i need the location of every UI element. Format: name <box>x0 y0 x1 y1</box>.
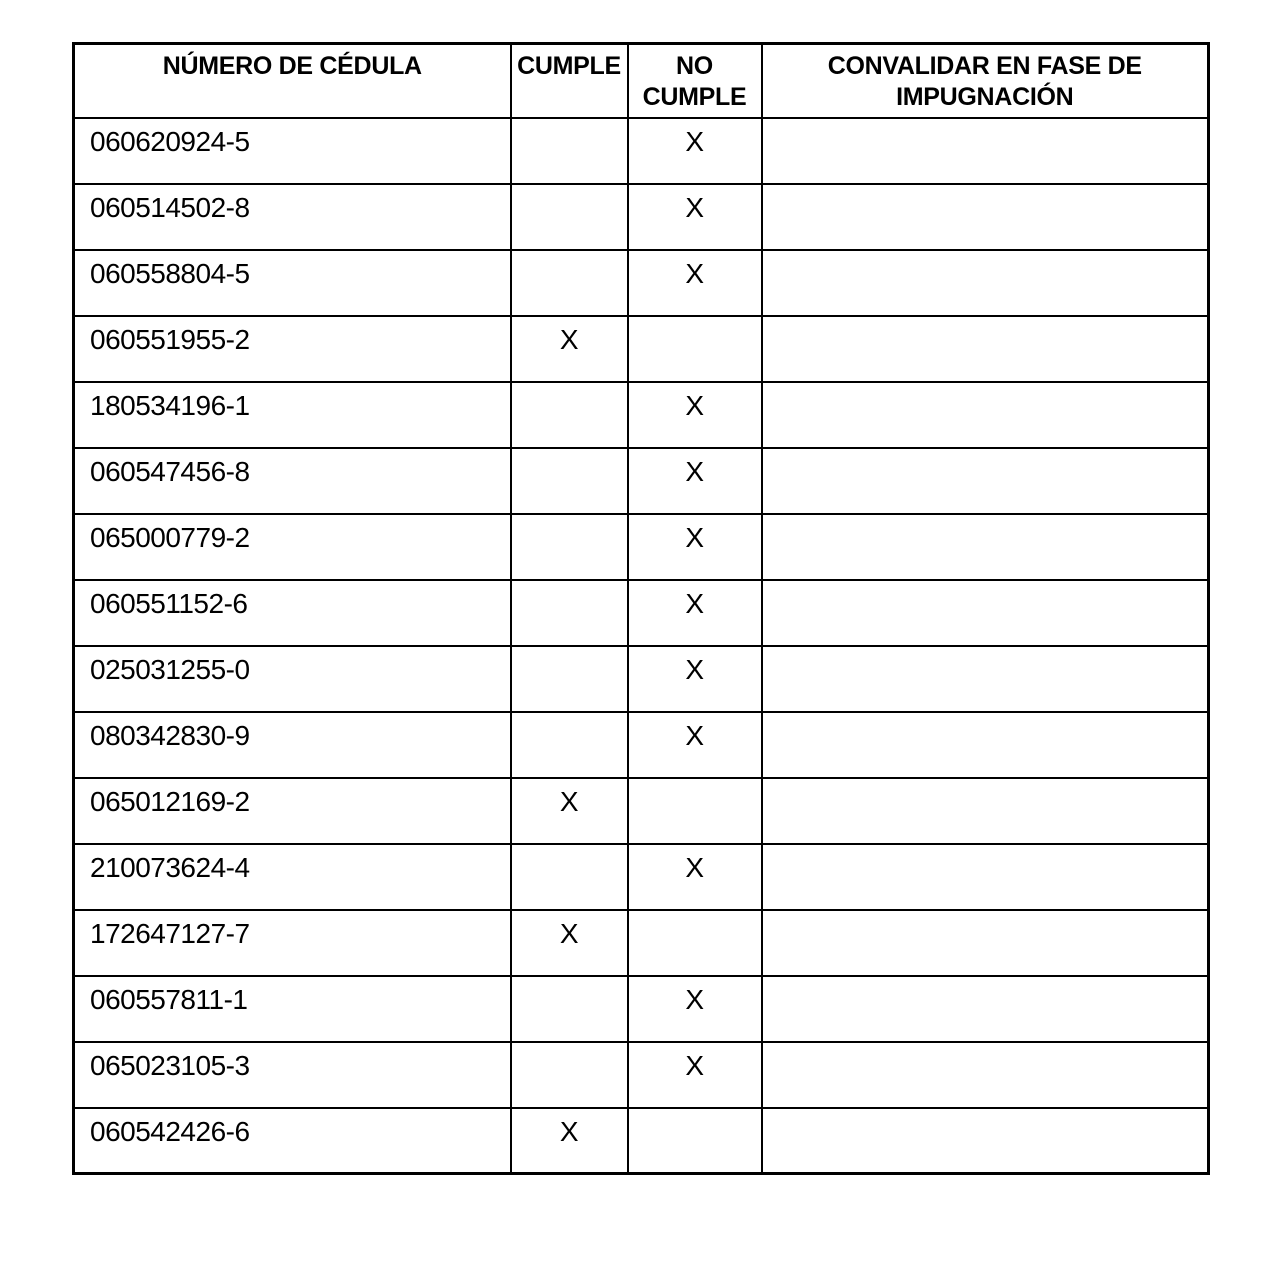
convalidar-cell <box>762 712 1209 778</box>
convalidar-cell <box>762 1042 1209 1108</box>
convalidar-cell <box>762 976 1209 1042</box>
compliance-table <box>72 42 1210 1175</box>
cedula-cell: 065023105-3 <box>74 1042 511 1108</box>
table-row <box>74 910 1209 976</box>
table-row <box>74 646 1209 712</box>
convalidar-cell <box>762 382 1209 448</box>
table-row <box>74 844 1209 910</box>
cumple-cell <box>511 448 628 514</box>
cedula-cell: 180534196-1 <box>74 382 511 448</box>
header-cedula: NÚMERO DE CÉDULA <box>74 44 511 118</box>
convalidar-cell <box>762 910 1209 976</box>
no-cumple-cell: X <box>628 844 762 910</box>
cedula-cell: 060551955-2 <box>74 316 511 382</box>
cedula-cell: 065012169-2 <box>74 778 511 844</box>
table-row <box>74 778 1209 844</box>
convalidar-cell <box>762 580 1209 646</box>
cedula-cell: 025031255-0 <box>74 646 511 712</box>
header-row <box>74 44 1209 118</box>
cedula-cell: 065000779-2 <box>74 514 511 580</box>
table-row <box>74 250 1209 316</box>
cedula-cell: 060558804-5 <box>74 250 511 316</box>
no-cumple-cell <box>628 910 762 976</box>
no-cumple-cell: X <box>628 514 762 580</box>
header-convalidar: CONVALIDAR EN FASE DE IMPUGNACIÓN <box>762 44 1209 118</box>
cumple-cell <box>511 184 628 250</box>
no-cumple-cell: X <box>628 448 762 514</box>
cumple-cell <box>511 646 628 712</box>
cedula-cell: 060547456-8 <box>74 448 511 514</box>
no-cumple-cell: X <box>628 976 762 1042</box>
convalidar-cell <box>762 250 1209 316</box>
no-cumple-cell: X <box>628 382 762 448</box>
table-row <box>74 712 1209 778</box>
cedula-cell: 060557811-1 <box>74 976 511 1042</box>
cumple-cell <box>511 250 628 316</box>
cumple-cell <box>511 118 628 184</box>
no-cumple-cell: X <box>628 1042 762 1108</box>
table-body <box>74 118 1209 1174</box>
no-cumple-cell: X <box>628 118 762 184</box>
cedula-cell: 060620924-5 <box>74 118 511 184</box>
table-row <box>74 118 1209 184</box>
table-row <box>74 316 1209 382</box>
no-cumple-cell <box>628 316 762 382</box>
convalidar-cell <box>762 316 1209 382</box>
no-cumple-cell: X <box>628 250 762 316</box>
cedula-cell: 210073624-4 <box>74 844 511 910</box>
cedula-cell: 060514502-8 <box>74 184 511 250</box>
cedula-cell: 172647127-7 <box>74 910 511 976</box>
convalidar-cell <box>762 646 1209 712</box>
convalidar-cell <box>762 778 1209 844</box>
cedula-cell: 060542426-6 <box>74 1108 511 1174</box>
cumple-cell <box>511 1042 628 1108</box>
cumple-cell: X <box>511 1108 628 1174</box>
cumple-cell <box>511 580 628 646</box>
table-row <box>74 976 1209 1042</box>
cedula-cell: 060551152-6 <box>74 580 511 646</box>
convalidar-cell <box>762 1108 1209 1174</box>
table-row <box>74 514 1209 580</box>
convalidar-cell <box>762 448 1209 514</box>
cedula-cell: 080342830-9 <box>74 712 511 778</box>
no-cumple-cell: X <box>628 646 762 712</box>
convalidar-cell <box>762 844 1209 910</box>
cumple-cell: X <box>511 910 628 976</box>
cumple-cell <box>511 514 628 580</box>
table-header <box>74 44 1209 118</box>
header-no-cumple: NO CUMPLE <box>628 44 762 118</box>
cumple-cell <box>511 382 628 448</box>
no-cumple-cell: X <box>628 580 762 646</box>
convalidar-cell <box>762 514 1209 580</box>
cumple-cell: X <box>511 778 628 844</box>
no-cumple-cell: X <box>628 712 762 778</box>
table-row <box>74 1108 1209 1174</box>
no-cumple-cell <box>628 1108 762 1174</box>
cumple-cell <box>511 976 628 1042</box>
table-row <box>74 448 1209 514</box>
table-row <box>74 382 1209 448</box>
table-row <box>74 184 1209 250</box>
cumple-cell <box>511 712 628 778</box>
header-cumple: CUMPLE <box>511 44 628 118</box>
no-cumple-cell: X <box>628 184 762 250</box>
convalidar-cell <box>762 184 1209 250</box>
cumple-cell: X <box>511 316 628 382</box>
no-cumple-cell <box>628 778 762 844</box>
convalidar-cell <box>762 118 1209 184</box>
cumple-cell <box>511 844 628 910</box>
table-row <box>74 1042 1209 1108</box>
table-row <box>74 580 1209 646</box>
